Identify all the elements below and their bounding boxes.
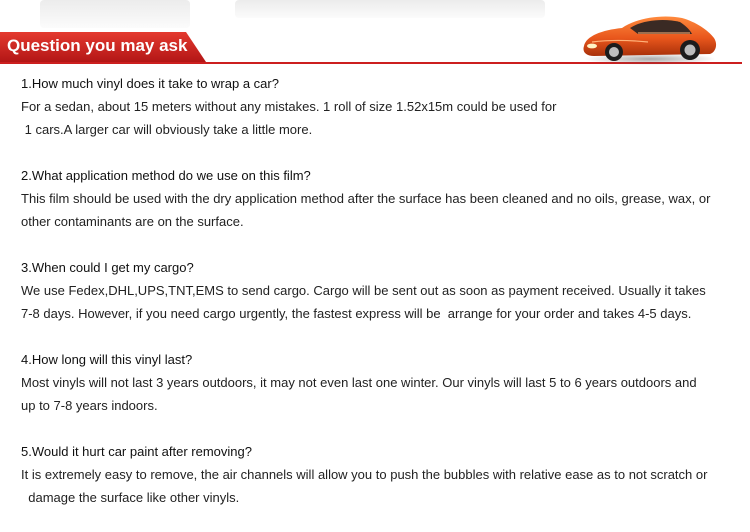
faq-item-2 [21, 164, 733, 233]
faq-answer-5-line-2: damage the surface like other vinyls. [21, 490, 240, 505]
faq-answer-3-line-1: We use Fedex,DHL,UPS,TNT,EMS to send cargo. Cargo will be sent out as soon as payment received. Usually it takes [21, 283, 706, 298]
faq-answer-4-line-2: up to 7-8 years indoors. [21, 398, 158, 413]
faq-question-5: 5.Would it hurt car paint after removing? [21, 444, 252, 459]
faq-item-5 [21, 440, 733, 509]
faq-question-3: 3.When could I get my cargo? [21, 260, 194, 275]
faq-item-4 [21, 348, 733, 417]
faq-list [21, 72, 733, 532]
faq-answer-4-line-1: Most vinyls will not last 3 years outdoors, it may not even last one winter. Our vinyls will last 5 to 6 years outdoors and [21, 375, 697, 390]
faq-item-3 [21, 256, 733, 325]
banner-title: Question you may ask [7, 36, 188, 55]
faq-answer-1-line-2: 1 cars.A larger car will obviously take a little more. [21, 122, 313, 137]
faq-item-1 [21, 72, 733, 141]
faq-answer-5-line-1: It is extremely easy to remove, the air channels will allow you to push the bubbles with relative ease as to not scratch or [21, 467, 708, 482]
faq-question-2: 2.What application method do we use on this film? [21, 168, 311, 183]
sports-car-icon [578, 6, 720, 66]
faded-background-text-left [40, 0, 190, 28]
faded-background-text-right [235, 0, 545, 18]
faq-answer-1-line-1: For a sedan, about 15 meters without any mistakes. 1 roll of size 1.52x15m could be used for [21, 99, 557, 114]
faq-question-1: 1.How much vinyl does it take to wrap a car? [21, 76, 279, 91]
faq-banner [0, 0, 750, 70]
faq-answer-3-line-2: 7-8 days. However, if you need cargo urgently, the fastest express will be arrange for your order and takes 4-5 days. [21, 306, 692, 321]
banner-title-box [0, 30, 205, 64]
faq-answer-2-line-1: This film should be used with the dry application method after the surface has been cleaned and no oils, grease, wax, or [21, 191, 711, 206]
faq-answer-2-line-2: other contaminants are on the surface. [21, 214, 244, 229]
faq-question-4: 4.How long will this vinyl last? [21, 352, 193, 367]
